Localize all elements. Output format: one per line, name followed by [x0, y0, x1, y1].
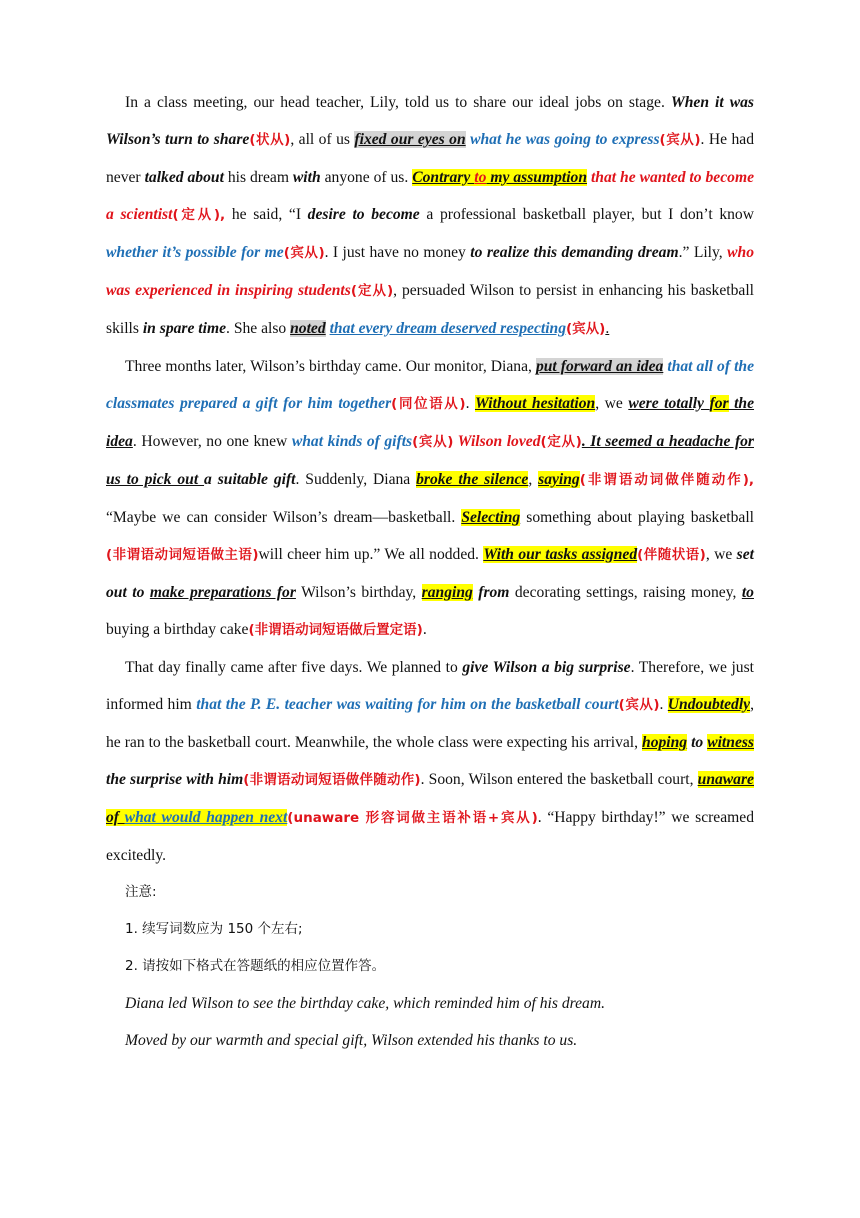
text: .” Lily, [678, 244, 728, 261]
grammar-note: (定从) [540, 434, 582, 450]
highlighted-phrase: Without hesitation [475, 395, 596, 412]
continuation-line-2: Moved by our warmth and special gift, Wilson extended his thanks to us. [125, 1032, 578, 1049]
key-phrase: desire to become [307, 206, 420, 223]
text: will cheer him up.” We all nodded. [258, 546, 484, 563]
key-phrase: a suitable gift [204, 471, 296, 488]
grammar-note: (状从) [249, 132, 291, 148]
text: . Soon, Wilson entered the basketball court, [420, 771, 698, 788]
highlighted-phrase: broke the silence [416, 471, 529, 488]
text: . I just have no money [324, 244, 471, 261]
text: , persuaded Wilson to persist in enhancing his basketball skills [106, 282, 754, 337]
grammar-note: (定从) [350, 283, 394, 299]
key-phrase: to [687, 734, 708, 751]
highlighted-phrase: ranging [421, 584, 473, 601]
text: something about playing basketball [520, 509, 754, 526]
notes-item-1: 1. 续写词数应为 150 个左右; [125, 921, 303, 937]
paragraph-3 [106, 649, 754, 874]
object-clause: what would happen next [124, 809, 288, 826]
key-phrase: . It seemed a headache for us to pick out [106, 433, 754, 488]
text: . [422, 621, 427, 638]
key-phrase: to realize this demanding dream [470, 244, 679, 261]
object-clause: what kinds of gifts [291, 433, 413, 450]
text: buying a birthday cake [106, 621, 249, 638]
highlighted-phrase: for [709, 395, 729, 412]
key-phrase: set out to [106, 546, 754, 601]
text: Three months later, Wilson’s birthday came. Our monitor, Diana, [125, 358, 536, 375]
text: , all of us [290, 131, 355, 148]
grammar-note: (unaware 形容词做主语补语+宾从) [287, 810, 538, 826]
object-clause: what he was going to express [470, 131, 660, 148]
text: decorating settings, raising money, [509, 584, 742, 601]
highlighted-phrase: hoping [642, 734, 688, 751]
highlighted-phrase: Selecting [461, 509, 521, 526]
grammar-note: (宾从) [412, 434, 454, 450]
text: a professional basketball player, but I don’t know [419, 206, 754, 223]
grammar-note: (定从), [172, 207, 226, 223]
attributive-clause: that he wanted to become a scientist [106, 169, 754, 223]
grammar-note: (同位语从) [391, 396, 466, 412]
key-phrase: in spare time [142, 320, 227, 337]
grammar-note: (非谓语动词短语做主语) [106, 547, 259, 563]
key-phrase: give Wilson a big surprise [462, 659, 631, 676]
grammar-note: (宾从) [659, 132, 701, 148]
text: he said, “I [225, 206, 308, 223]
text: . He had never [106, 131, 755, 186]
object-clause: whether it’s possible for me [106, 244, 284, 261]
key-phrase: with [292, 169, 321, 186]
text: In a class meeting, our head teacher, Lily, told us to share our ideal jobs on stage. [125, 94, 671, 111]
appositive-clause: that all of the classmates prepared a gift for him together [106, 358, 755, 412]
grammar-note: (宾从) [618, 697, 660, 713]
highlighted-phrase: witness [707, 734, 754, 751]
text: . [605, 320, 610, 337]
text: . She also [226, 320, 291, 337]
notes-item-2: 2. 请按如下格式在答题纸的相应位置作答。 [125, 958, 386, 974]
highlighted-phrase: my assumption [486, 169, 587, 186]
object-clause: that every dream deserved respecting [329, 320, 567, 337]
text: . [465, 395, 475, 412]
text: . “Happy birthday!” we screamed excitedly. [106, 809, 754, 864]
text: . Therefore, we just informed him [106, 659, 755, 713]
adverbial-clause: When it was Wilson’s turn to share [106, 94, 754, 148]
highlighted-phrase: unaware of [106, 771, 754, 826]
key-phrase: fixed our eyes on [354, 131, 466, 148]
key-phrase: to [741, 584, 754, 601]
grammar-note: (宾从) [566, 321, 606, 337]
key-phrase: from [472, 584, 510, 601]
grammar-note: (宾从) [283, 245, 325, 261]
grammar-note: (非谓语动词短语做后置定语) [248, 622, 423, 638]
text: , he ran to the basketball court. Meanwhile, the whole class were expecting his arrival, [106, 696, 755, 751]
text: , we [595, 395, 629, 412]
text: . Suddenly, Diana [295, 471, 417, 488]
text: Wilson’s birthday, [295, 584, 422, 601]
text: That day finally came after five days. We planned to [125, 659, 463, 676]
text: “Maybe we can consider Wilson’s dream—basketball. [106, 509, 462, 526]
attributive-clause: Wilson loved [453, 433, 541, 450]
text: , we [705, 546, 737, 563]
paragraph-2 [106, 348, 754, 649]
text: . However, no one knew [132, 433, 292, 450]
object-clause: that the P. E. teacher was waiting for him on the basketball court [196, 696, 619, 713]
key-phrase: talked about [144, 169, 224, 186]
key-phrase: the idea [106, 395, 755, 450]
highlighted-phrase: Undoubtedly [667, 696, 751, 713]
highlighted-phrase: saying [538, 471, 580, 488]
highlighted-phrase: to [474, 169, 487, 186]
key-phrase: make preparations for [149, 584, 296, 601]
text: , [528, 471, 539, 488]
key-phrase: were totally [628, 395, 710, 412]
text: his dream [223, 169, 293, 186]
paragraph-1 [106, 84, 754, 348]
document-page [106, 84, 754, 1059]
notes-title: 注意: [125, 884, 157, 900]
continuation-line-1: Diana led Wilson to see the birthday cake, which reminded him of his dream. [125, 995, 606, 1012]
grammar-note: (非谓语动词做伴随动作), [579, 472, 754, 488]
key-phrase: put forward an idea [535, 358, 664, 375]
text: . [659, 696, 668, 713]
text: anyone of us. [320, 169, 413, 186]
grammar-note: (伴随状语) [637, 547, 706, 563]
key-phrase: the surprise with him [106, 771, 244, 788]
key-phrase: noted [290, 320, 326, 337]
attributive-clause: who was experienced in inspiring students [106, 244, 754, 299]
highlighted-phrase: With our tasks assigned [483, 546, 638, 563]
grammar-note: (非谓语动词短语做伴随动作) [243, 772, 421, 788]
highlighted-phrase: Contrary [412, 169, 475, 186]
